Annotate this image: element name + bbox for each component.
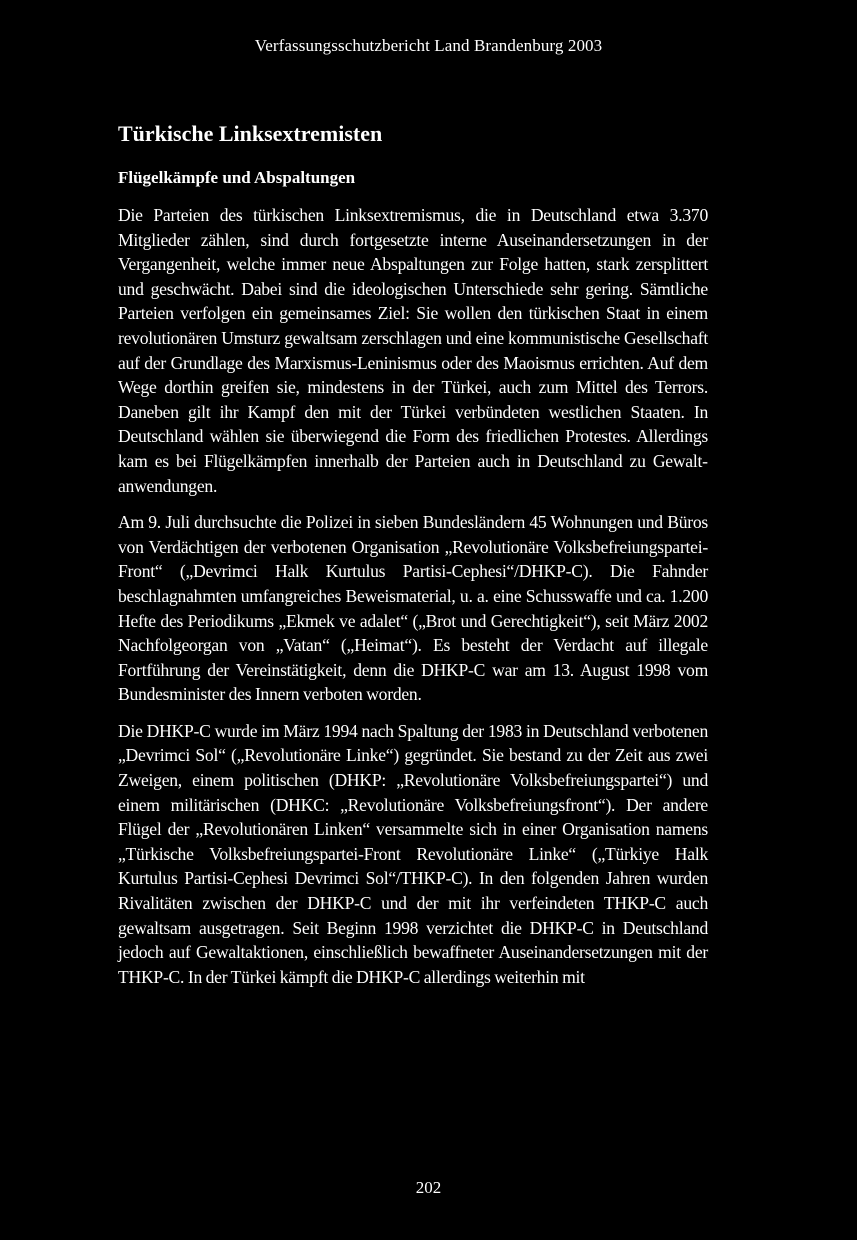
article-body	[118, 120, 708, 1001]
paragraph-2: Am 9. Juli durchsuchte die Polizei in sieben Bundesländern 45 Wohnungen und Büros von Verdächtigen der verbotenen Organisation „Revolutionäre Volksbefreiungspartei-Front“ („Devrimci Halk Kurtulus Partisi-Cephesi“/DHKP-C). Die Fahnder beschlagnahmten umfangreiches Beweismaterial, u. a. eine Schusswaffe und ca. 1.200 Hefte des Periodikums „Ekmek ve adalet“ („Brot und Gerechtigkeit“), seit März 2002 Nachfolgeorgan von „Vatan“ („Heimat“). Es besteht der Verdacht auf illegale Fortführung der Vereinstätigkeit, denn die DHKP-C war am 13. August 1998 vom Bundesminister des Innern verboten worden.	[118, 512, 708, 705]
section-subtitle: Flügelkämpfe und Abspaltungen	[118, 168, 356, 187]
section-title: Türkische Linksextremisten	[118, 121, 383, 146]
page-number: 202	[415, 1178, 442, 1197]
paragraph-3: Die DHKP-C wurde im März 1994 nach Spaltung der 1983 in Deutschland verbotenen „Devrimci Sol“ („Revolutionäre Linke“) gegründet. Sie bestand zu der Zeit aus zwei Zweigen, einem politischen (DHKP: „Revolutionäre Volksbefreiungspartei“) und einem militärischen (DHKC: „Revolutionäre Volksbefreiungsfront“). Der andere Flügel der „Revolutionären Linken“ versammelte sich in einer Organisation namens „Türkische Volksbefreiungspartei-Front Revolutionäre Linke“ („Türkiye Halk Kurtulus Partisi-Cephesi Devrimci Sol“/THKP-C). In den folgenden Jahren wurden Rivalitäten zwischen der DHKP-C und der mit ihr verfeindeten THKP-C auch gewaltsam ausgetragen. Seit Beginn 1998 verzichtet die DHKP-C in Deutschland jedoch auf Gewaltaktionen, einschließlich bewaffneter Auseinandersetzungen mit der THKP-C. In der Türkei kämpft die DHKP-C allerdings weiterhin mit	[118, 720, 708, 987]
paragraph-1: Die Parteien des türkischen Linksextremismus, die in Deutschland etwa 3.370 Mitglieder zählen, sind durch fortgesetzte interne Auseinandersetzungen in der Vergangenheit, welche immer neue Abspaltungen zur Folge hatten, stark zersplittert und geschwächt. Dabei sind die ideologischen Unterschiede sehr gering. Sämtliche Parteien verfolgen ein gemeinsames Ziel: Sie wollen den türkischen Staat in einem revolutionären Umsturz gewaltsam zerschlagen und eine kommunistische Gesellschaft auf der Grundlage des Marxismus-Leninismus oder des Maoismus errichten. Auf dem Wege dorthin greifen sie, mindestens in der Türkei, auch zum Mittel des Terrors. Daneben gilt ihr Kampf den mit der Türkei verbündeten westlichen Staaten. In Deutschland wählen sie überwiegend die Form des friedlichen Protestes. Allerdings kam es bei Flügelkämpfen innerhalb der Parteien auch in Deutschland zu Gewaltanwendungen.	[118, 205, 708, 496]
running-header: Verfassungsschutzbericht Land Brandenburg 2003	[254, 36, 603, 55]
